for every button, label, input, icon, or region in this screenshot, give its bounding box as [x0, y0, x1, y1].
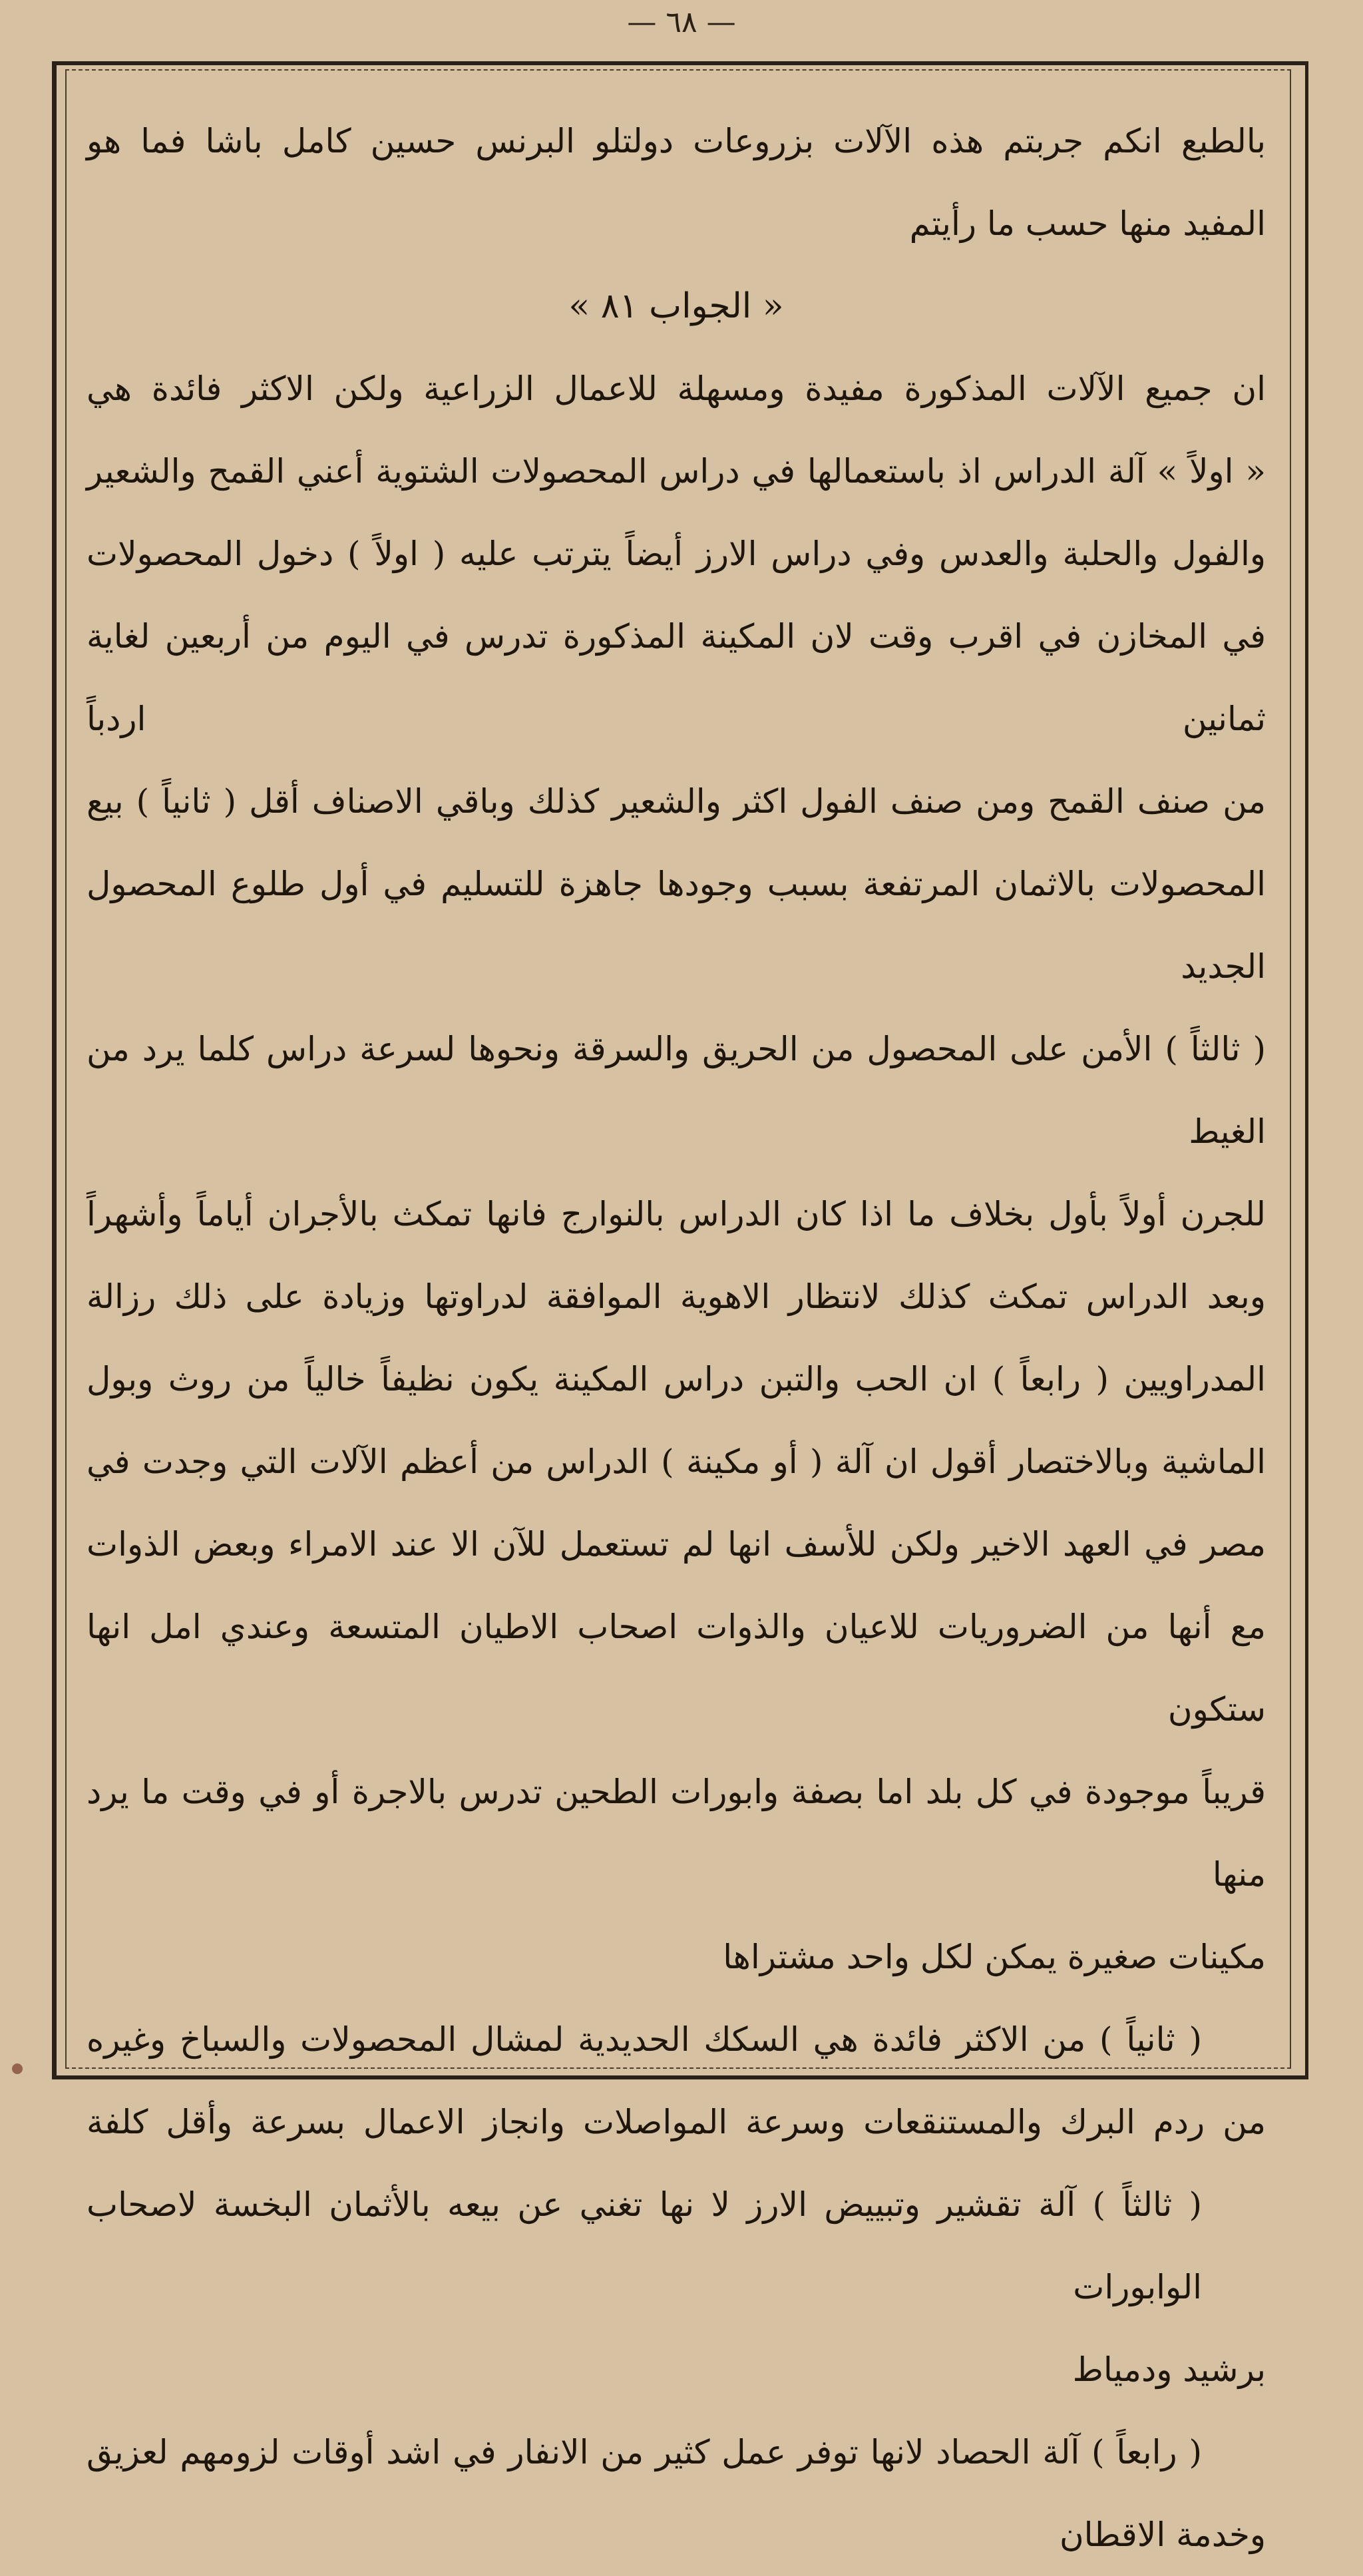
answer-line: ( ثانياً ) من الاكثر فائدة هي السكك الحديدية لمشال المحصولات والسباخ وغيره — [87, 2020, 1202, 2059]
answer-line: وخدمة الاقطان — [1059, 2515, 1266, 2554]
answer-line: مع أنها من الضروريات للاعيان والذوات اصحاب الاطيان المتسعة وعندي امل انها ستكون — [87, 1608, 1266, 1729]
answer-line: مكينات صغيرة يمكن لكل واحد مشتراها — [723, 1938, 1266, 1976]
answer-line: ( ثالثاً ) الأمن على المحصول من الحريق والسرقة ونحوها لسرعة دراس كلما يرد من الغيط — [87, 1030, 1266, 1151]
answer-line: في المخازن في اقرب وقت لان المكينة المذكورة تدرس في اليوم من أربعين لغاية ثمانين اردباً — [87, 617, 1266, 738]
paper-stain-mark — [12, 2063, 23, 2074]
answer-line: وبعد الدراس تمكث كذلك لانتظار الاهوية الموافقة لدراوتها وزيادة على ذلك رزالة — [87, 1277, 1266, 1316]
answer-line: « اولاً » آلة الدراس اذ باستعمالها في دراس المحصولات الشتوية أعني القمح والشعير — [87, 452, 1266, 491]
question-line: بالطبع انكم جربتم هذه الآلات بزروعات دولتلو البرنس حسين كامل باشا فما هو — [87, 122, 1266, 160]
answer-line: المدراويين ( رابعاً ) ان الحب والتبن دراس المكينة يكون نظيفاً خالياً من روث وبول — [87, 1360, 1266, 1398]
answer-line: قريباً موجودة في كل بلد اما بصفة وابورات الطحين تدرس بالاجرة أو في وقت ما يرد منها — [87, 1773, 1266, 1894]
answer-line: الماشية وبالاختصار أقول ان آلة ( أو مكينة ) الدراس من أعظم الآلات التي وجدت في — [87, 1442, 1266, 1481]
answer-line: برشيد ودمياط — [1072, 2350, 1266, 2389]
page-number: — ٦٨ — — [627, 5, 736, 39]
answer-line: ( ثالثاً ) آلة تقشير وتبييض الارز لا نها تغني عن بيعه بالأثمان البخسة لاصحاب الوابورات — [87, 2185, 1202, 2306]
answer-line: ان جميع الآلات المذكورة مفيدة ومسهلة للاعمال الزراعية ولكن الاكثر فائدة هي — [87, 369, 1266, 408]
answer-line: من ردم البرك والمستنقعات وسرعة المواصلات وانجاز الاعمال بسرعة وأقل كلفة — [87, 2103, 1266, 2141]
answer-line: والفول والحلبة والعدس وفي دراس الارز أيضاً يترتب عليه ( اولاً ) دخول المحصولات — [87, 535, 1266, 573]
answer-line: للجرن أولاً بأول بخلاف ما اذا كان الدراس بالنوارج فانها تمكث بالأجران أياماً وأشهراً — [87, 1195, 1266, 1233]
answer-line: ( رابعاً ) آلة الحصاد لانها توفر عمل كثير من الانفار في اشد أوقات لزومهم لعزيق — [87, 2433, 1202, 2471]
page-text-body — [87, 100, 1266, 2576]
answer-line: من صنف القمح ومن صنف الفول اكثر والشعير كذلك وباقي الاصناف أقل ( ثانياً ) بيع — [87, 782, 1266, 821]
answer-line: مصر في العهد الاخير ولكن للأسف انها لم تستعمل للآن الا عند الامراء وبعض الذوات — [87, 1525, 1266, 1564]
answer-line: المحصولات بالاثمان المرتفعة بسبب وجودها جاهزة للتسليم في أول طلوع المحصول الجديد — [87, 865, 1266, 986]
question-line: المفيد منها حسب ما رأيتم — [909, 204, 1266, 243]
answer-heading: « الجواب ٨١ » — [568, 286, 784, 326]
